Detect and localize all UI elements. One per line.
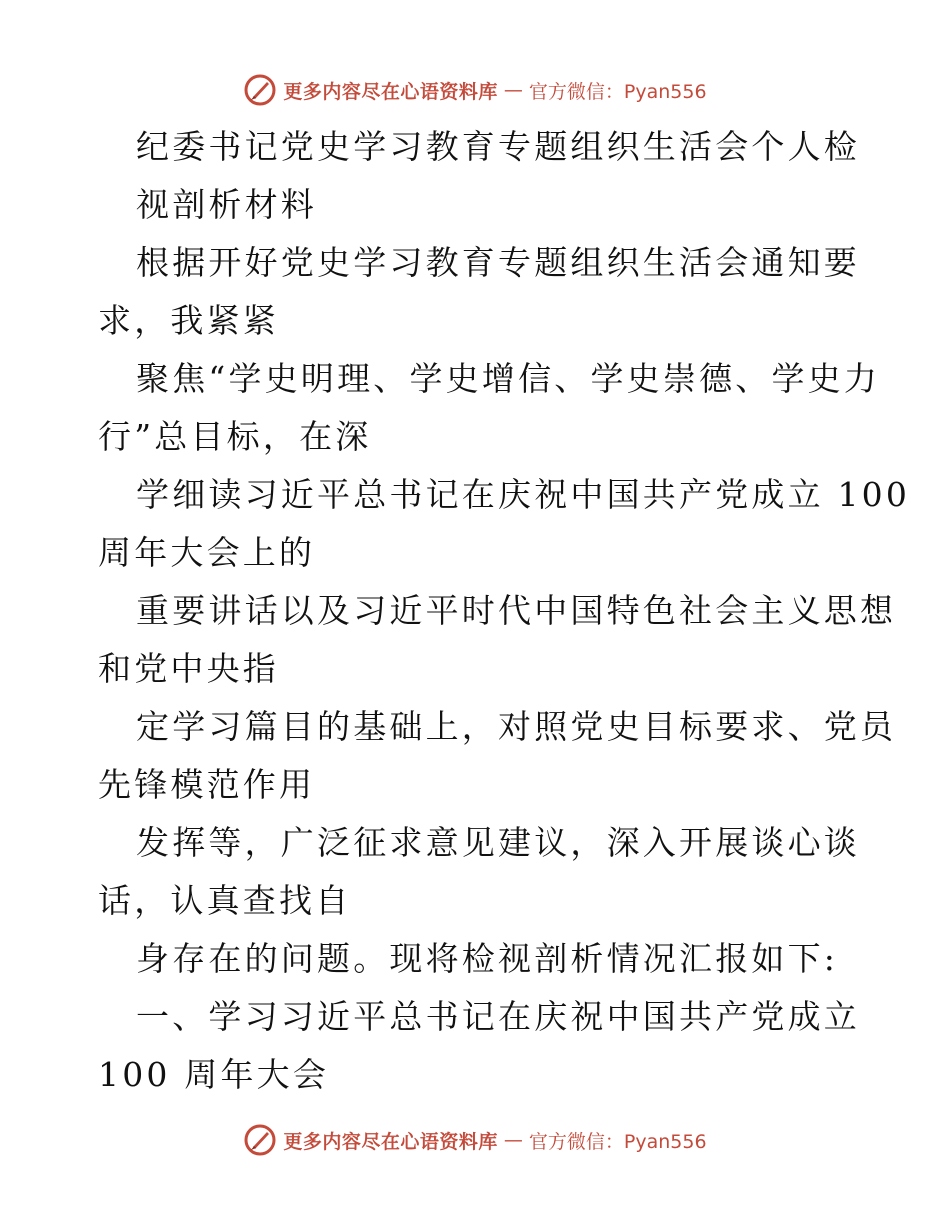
watermark-brand: 更多内容尽在心语资料库 [283, 80, 498, 103]
paragraph-line: 学细读习近平总书记在庆祝中国共产党成立 100 [136, 475, 911, 514]
paragraph-line: 根据开好党史学习教育专题组织生活会通知要 [136, 243, 860, 282]
watermark-brand: 更多内容尽在心语资料库 [283, 1130, 498, 1153]
paragraph-line: 先锋模范作用 [98, 765, 316, 804]
title-line: 视剖析材料 [136, 185, 317, 224]
paragraph-line: 行”总目标，在深 [98, 417, 372, 456]
paragraph-line: 和党中央指 [98, 649, 279, 688]
watermark-contact: 官方微信：Pyan556 [528, 80, 707, 103]
paragraph-line: 发挥等，广泛征求意见建议，深入开展谈心谈 [136, 823, 860, 862]
footer-watermark [0, 1120, 950, 1160]
paragraph-line: 求，我紧紧 [98, 301, 279, 340]
paragraph-line: 定学习篇目的基础上，对照党史目标要求、党员 [136, 707, 897, 746]
paragraph-line: 周年大会上的 [98, 533, 316, 572]
section-heading-line: 一、学习习近平总书记在庆祝中国共产党成立 [136, 997, 860, 1036]
watermark-contact: 官方微信：Pyan556 [528, 1130, 707, 1153]
header-watermark [0, 70, 950, 110]
watermark-separator: — [503, 1129, 523, 1151]
paragraph-line: 重要讲话以及习近平时代中国特色社会主义思想 [136, 591, 897, 630]
title-line: 纪委书记党史学习教育专题组织生活会个人检 [136, 127, 860, 166]
quill-seal-icon [243, 73, 277, 107]
paragraph-line: 话，认真查找自 [98, 881, 352, 920]
paragraph-line: 身存在的问题。现将检视剖析情况汇报如下: [136, 939, 839, 978]
quill-seal-icon [243, 1123, 277, 1157]
watermark-separator: — [503, 79, 523, 101]
paragraph-line: 聚焦“学史明理、学史增信、学史崇德、学史力 [136, 359, 881, 398]
section-heading-line: 100 周年大会 [98, 1055, 330, 1094]
